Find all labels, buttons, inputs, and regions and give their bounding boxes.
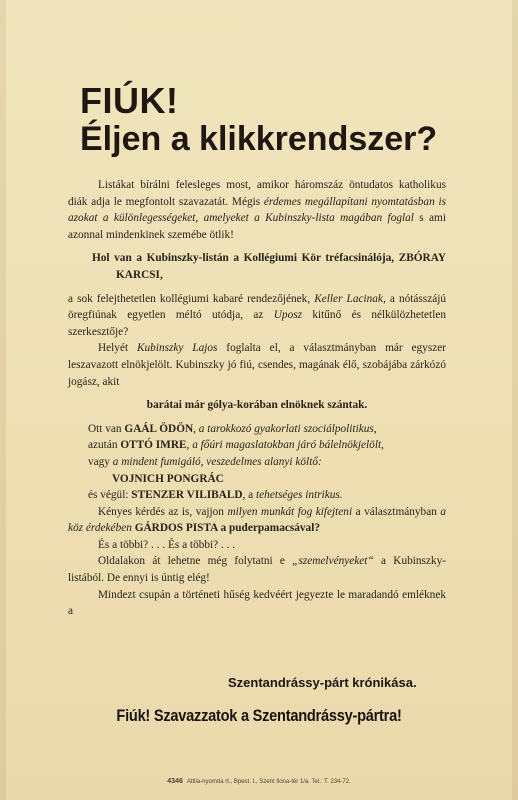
paragraph-kenyes [68, 504, 446, 537]
slogan: Fiúk! Szavazzatok a Szentandrássy-pártra! [116, 706, 402, 725]
intro-paragraph [68, 177, 446, 243]
oldalakon-end: a Kubinszky-listából. De ennyi is úntig elég! [68, 555, 446, 585]
gaal-desc: , a tarokkozó gyakorlati szociálpolitikus, [193, 422, 377, 435]
paragraph-kubinszky [68, 340, 446, 390]
para2-end: kitűnő és nélkülözhetetlen szerkesztője? [68, 309, 446, 338]
oldalakon-italic: „szemelvényeket“ [292, 555, 374, 568]
paragraph-oldalakon [68, 553, 446, 586]
para2-uposz: Uposz [273, 309, 303, 322]
kenyes-gardos: GÁRDOS PISTA a puderpamacsával? [131, 522, 320, 535]
para3-end: foglalta el, a választmányban már egyszer leszavazott elnökjelölt. Kubinszky jó fiú, csendes, magának élő, szobájába zárkózó jogász, akit [68, 342, 447, 388]
paragraph-gólya: barátai már gólya-korában elnöknek szántak. [146, 399, 368, 412]
headline-line2: Éljen a klikkrendszer? [80, 120, 438, 158]
intro-italic: érdemes megállapítani nyomtatásban is azokat a különlegességeket, amelyeket a Kubinszky-lista magában foglal [68, 195, 446, 225]
paper-edge-right [512, 0, 518, 800]
kenyes-text: Kényes kérdés az is, vajjon [98, 505, 228, 518]
paper-edge-left [0, 0, 6, 800]
stenzer-prefix: és végül: [88, 489, 132, 502]
item-gaal [68, 421, 446, 438]
para3-kubinszky: Kubinszky Lajos [137, 342, 218, 355]
printer-text: Attila-nyomda rt., Bpest. I., Szent Ilona-tér 1/a. Tel.: T. 234-72. [186, 779, 351, 785]
paragraph-keller [68, 291, 446, 341]
headline-line1: FIÚK! [80, 80, 179, 121]
leaflet-body [68, 177, 446, 620]
vojnich-prefix: vagy [88, 455, 113, 468]
kenyes-middle: a választmányban [352, 505, 441, 518]
kenyes-koz: a köz érdekében [68, 505, 447, 535]
printer-number: 4346 [167, 778, 183, 785]
printer-imprint [0, 778, 518, 785]
paragraph-mindezt: Mindezt csupán a történeti hűség kedvéért jegyezte le maradandó emléknek a [68, 588, 446, 618]
question-zboray: Hol van a Kubinszky-listán a Kollégiumi Kör tréfacsinálója, ZBÓRAY KARCSI, [92, 252, 446, 281]
otto-name: OTTÓ IMRE [120, 439, 187, 452]
para2-keller: Keller Lacinak, [314, 292, 386, 305]
gaal-name: GAÁL ÖDÖN [124, 422, 194, 435]
stenzer-sep: , a [242, 489, 257, 502]
chronicle-signature: Szentandrássy-párt krónikása. [228, 675, 417, 690]
para2-middle: a nótásszájú öregfiúnak egyetlen méltó utódja, az [68, 292, 447, 322]
vojnich-desc: a mindent fumigáló, veszedelmes alanyi költő: [112, 455, 322, 468]
item-vojnich [68, 454, 446, 471]
gaal-prefix: Ott van [88, 422, 125, 435]
intro-text: Listákat bírálni felesleges most, amikor háromszáz öntudatos katholikus diák adja le megfontolt szavazatát. Mégis [68, 179, 446, 208]
stenzer-desc: tehetséges intrikus. [256, 489, 343, 502]
item-stenzer [68, 487, 446, 504]
para3-text: Helyét [98, 342, 137, 355]
intro-end: s ami azonnal mindenkinek szemébe ötlik! [68, 212, 446, 241]
item-vojnich-name: VOJNICH PONGRÁC [112, 472, 224, 485]
kenyes-italic: milyen munkát fog kifejteni [227, 505, 353, 518]
oldalakon-text: Oldalakon át lehetne még folytatni e [98, 555, 293, 568]
otto-desc: , a főúri magaslatokban járó bálelnökjelölt, [186, 439, 384, 452]
para2-text: a sok felejthetetlen kollégiumi kabaré rendezőjének, [68, 292, 315, 305]
paragraph-tobbi: És a többi? . . . És a többi? . . . [98, 538, 236, 551]
item-otto [68, 437, 446, 454]
stenzer-name: STENZER VILIBALD [131, 489, 243, 502]
otto-prefix: azután [88, 439, 121, 452]
